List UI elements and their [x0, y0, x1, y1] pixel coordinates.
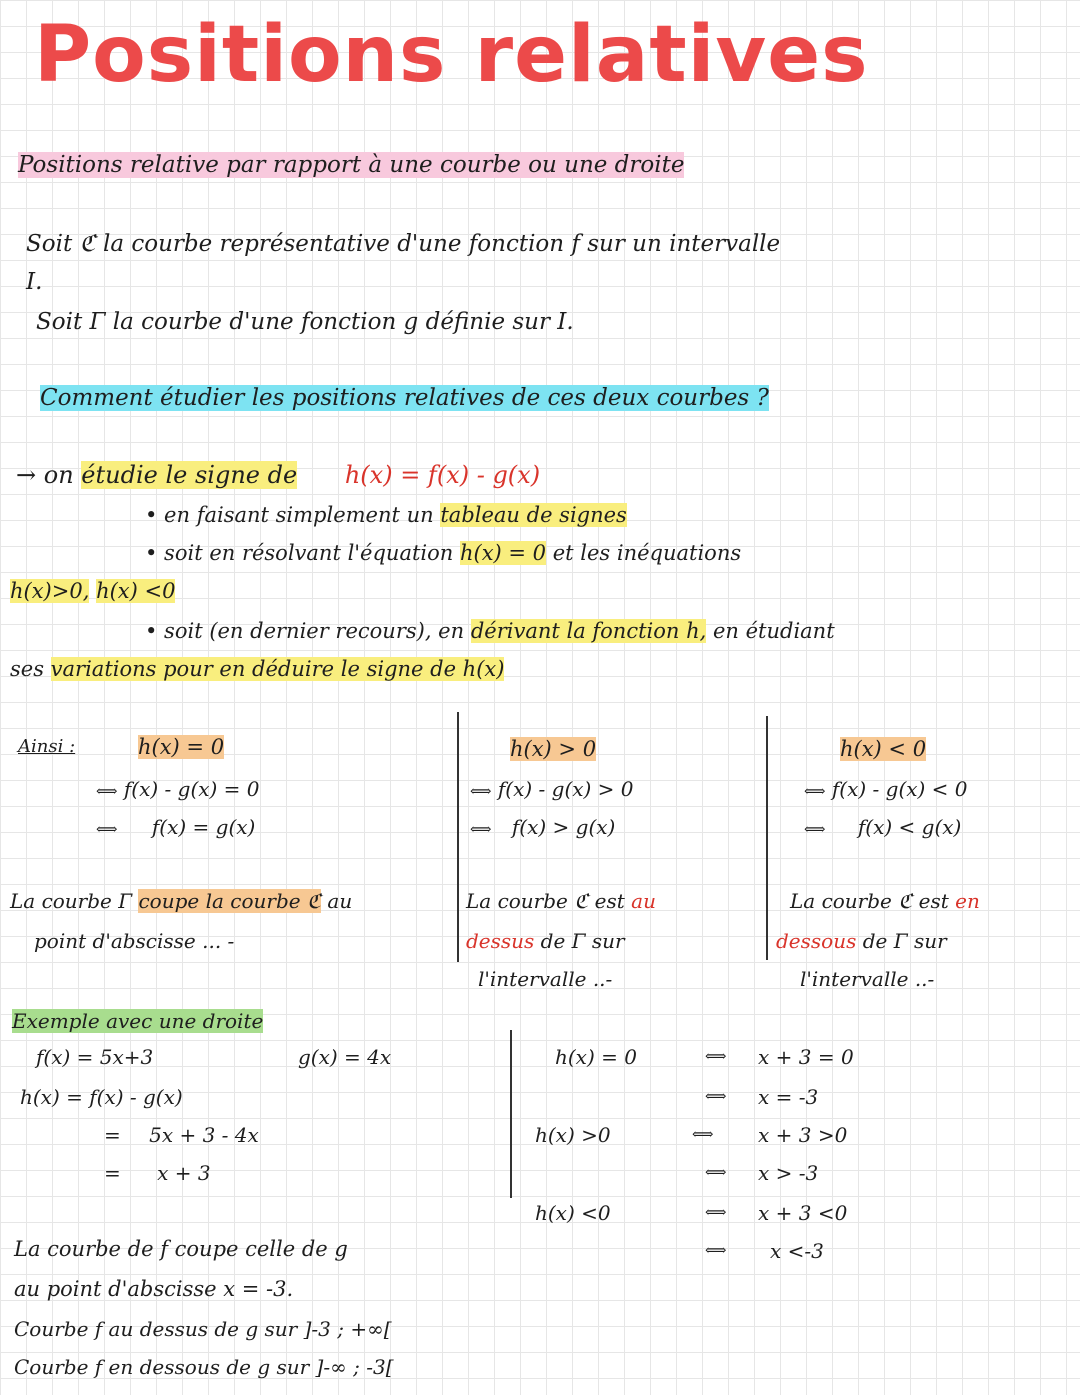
case-negative-step-2: ⟺ f(x) < g(x) — [804, 815, 962, 839]
example-conclusion-2: au point d'abscisse x = -3. — [14, 1277, 294, 1301]
section-subtitle: Positions relative par rapport à une courbe ou une droite — [18, 152, 685, 178]
column-divider — [457, 712, 459, 962]
cases-label: Ainsi : — [18, 736, 76, 757]
example-g-def: g(x) = 4x — [298, 1045, 392, 1069]
column-divider — [766, 716, 768, 960]
intro-line-1: Soit ℭ la courbe représentative d'une fonction f sur un intervalle — [26, 231, 781, 257]
example-divider — [510, 1030, 512, 1198]
case-positive-head: h(x) > 0 — [510, 737, 597, 761]
case-negative-step-1: ⟺ f(x) - g(x) < 0 — [804, 777, 968, 801]
case-equal-step-1: ⟺ f(x) - g(x) = 0 — [96, 777, 260, 801]
example-eq-zero-mark: ⟺ — [705, 1047, 727, 1065]
method-bullet-1: • en faisant simplement un tableau de signes — [145, 503, 627, 527]
example-heading: Exemple avec une droite — [12, 1009, 264, 1033]
example-eq-zero-right: x + 3 = 0 — [758, 1045, 854, 1069]
case-negative-head: h(x) < 0 — [840, 737, 927, 761]
case-negative-conclusion-2: dessous de Γ sur — [776, 929, 947, 953]
intro-line-2: I. — [26, 269, 43, 295]
case-positive-step-2: ⟺ f(x) > g(x) — [470, 815, 616, 839]
method-bullet-3-cont: ses variations pour en déduire le signe de h(x) — [10, 657, 505, 681]
intro-question: Comment étudier les positions relatives de ces deux courbes ? — [40, 385, 769, 411]
example-step-2: = x + 3 — [104, 1161, 211, 1185]
case-negative-conclusion: La courbe ℭ est en — [790, 889, 980, 913]
example-h-def: h(x) = f(x) - g(x) — [20, 1085, 183, 1109]
example-conclusion-1: La courbe de f coupe celle de g — [14, 1237, 348, 1261]
case-positive-conclusion-3: l'intervalle ..- — [478, 967, 613, 991]
example-conclusion-3: Courbe f au dessus de g sur ]-3 ; +∞[ — [14, 1317, 392, 1341]
method-bullet-2-cont: h(x)>0, h(x) <0 — [10, 579, 176, 603]
example-conclusion-4: Courbe f en dessous de g sur ]-∞ ; -3[ — [14, 1355, 394, 1379]
page-title: Positions relatives — [34, 10, 869, 100]
method-lead: → on étudie le signe de h(x) = f(x) - g(x) — [16, 461, 541, 489]
example-eq-zero-left: h(x) = 0 — [555, 1045, 637, 1069]
example-pos-mark-2: ⟺ — [705, 1163, 727, 1181]
case-positive-conclusion: La courbe ℭ est au — [466, 889, 656, 913]
intro-line-3: Soit Γ la courbe d'une fonction g définie sur I. — [36, 309, 574, 335]
method-bullet-3: • soit (en dernier recours), en dérivant la fonction h, en étudiant — [145, 619, 835, 643]
case-positive-conclusion-2: dessus de Γ sur — [466, 929, 625, 953]
case-equal-head: h(x) = 0 — [138, 735, 225, 759]
example-eq-zero-mark-2: ⟺ — [705, 1087, 727, 1105]
example-eq-zero-result: x = -3 — [758, 1085, 819, 1109]
example-neg-mark: ⟺ — [705, 1203, 727, 1221]
case-negative-conclusion-3: l'intervalle ..- — [800, 967, 935, 991]
example-f-def: f(x) = 5x+3 — [36, 1045, 154, 1069]
example-neg-left: h(x) <0 — [535, 1201, 611, 1225]
case-equal-step-2: ⟺ f(x) = g(x) — [96, 815, 256, 839]
case-equal-conclusion: La courbe Γ coupe la courbe ℭ au — [10, 889, 353, 913]
example-neg-mark-2: ⟺ — [705, 1241, 727, 1259]
example-neg-result: x <-3 — [770, 1239, 824, 1263]
example-pos-mark: ⟺ — [692, 1125, 714, 1143]
case-positive-step-1: ⟺ f(x) - g(x) > 0 — [470, 777, 634, 801]
example-pos-right: x + 3 >0 — [758, 1123, 848, 1147]
example-neg-right: x + 3 <0 — [758, 1201, 848, 1225]
example-step-1: = 5x + 3 - 4x — [104, 1123, 259, 1147]
method-bullet-2: • soit en résolvant l'équation h(x) = 0 et les inéquations — [145, 541, 742, 565]
example-pos-left: h(x) >0 — [535, 1123, 611, 1147]
example-pos-result: x > -3 — [758, 1161, 819, 1185]
case-equal-conclusion-2: point d'abscisse ... - — [34, 929, 235, 953]
